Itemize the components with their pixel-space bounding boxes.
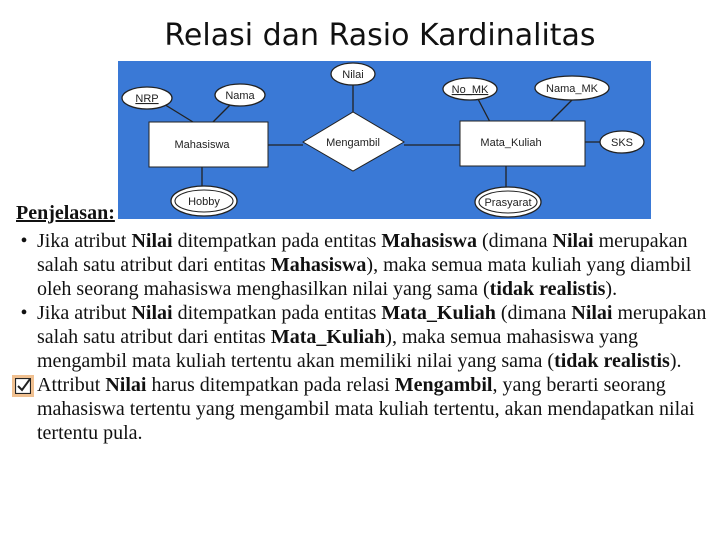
label-nama: Nama [225,90,255,102]
label-no-mk: No_MK [451,84,489,96]
bullet-dot: • [20,230,28,252]
label-nama-mk: Nama_MK [546,83,598,95]
label-nrp: NRP [135,93,159,105]
label-prasyarat: Prasyarat [484,197,532,209]
bullet-item-3: Attribut Nilai harus ditempatkan pada relasi Mengambil, yang berarti seorang mahasiswa tertentu yang mengambil mata kuliah tertentu, akan mendapatkan nilai tertentu pula. [16,373,708,445]
er-diagram-svg [118,61,651,219]
explanation [16,201,708,445]
slide-title: Relasi dan Rasio Kardinalitas [164,18,596,53]
bullet-item-2: • Jika atribut Nilai ditempatkan pada entitas Mata_Kuliah (dimana Nilai merupakan salah satu atribut dari entitas Mata_Kuliah), maka semua mahasiswa yang mengambil mata kuliah tertentu akan memiliki nilai yang sama (tidak realistis). [16,301,708,373]
label-mahasiswa: Mahasiswa [174,139,230,151]
er-diagram [118,61,651,219]
bullet-dot: • [20,302,28,324]
label-mengambil: Mengambil [326,137,380,149]
label-hobby: Hobby [188,196,220,208]
label-nilai: Nilai [342,69,364,81]
explanation-heading: Penjelasan: [16,202,115,224]
label-mata-kuliah: Mata_Kuliah [480,137,542,149]
label-sks: SKS [610,137,634,149]
checkbox-icon [12,375,34,397]
bullet-item-1: • Jika atribut Nilai ditempatkan pada entitas Mahasiswa (dimana Nilai merupakan salah satu atribut dari entitas Mahasiswa), maka semua mata kuliah yang diambil oleh seorang mahasiswa menghasilkan nilai yang sama (tidak realistis). [16,229,708,301]
